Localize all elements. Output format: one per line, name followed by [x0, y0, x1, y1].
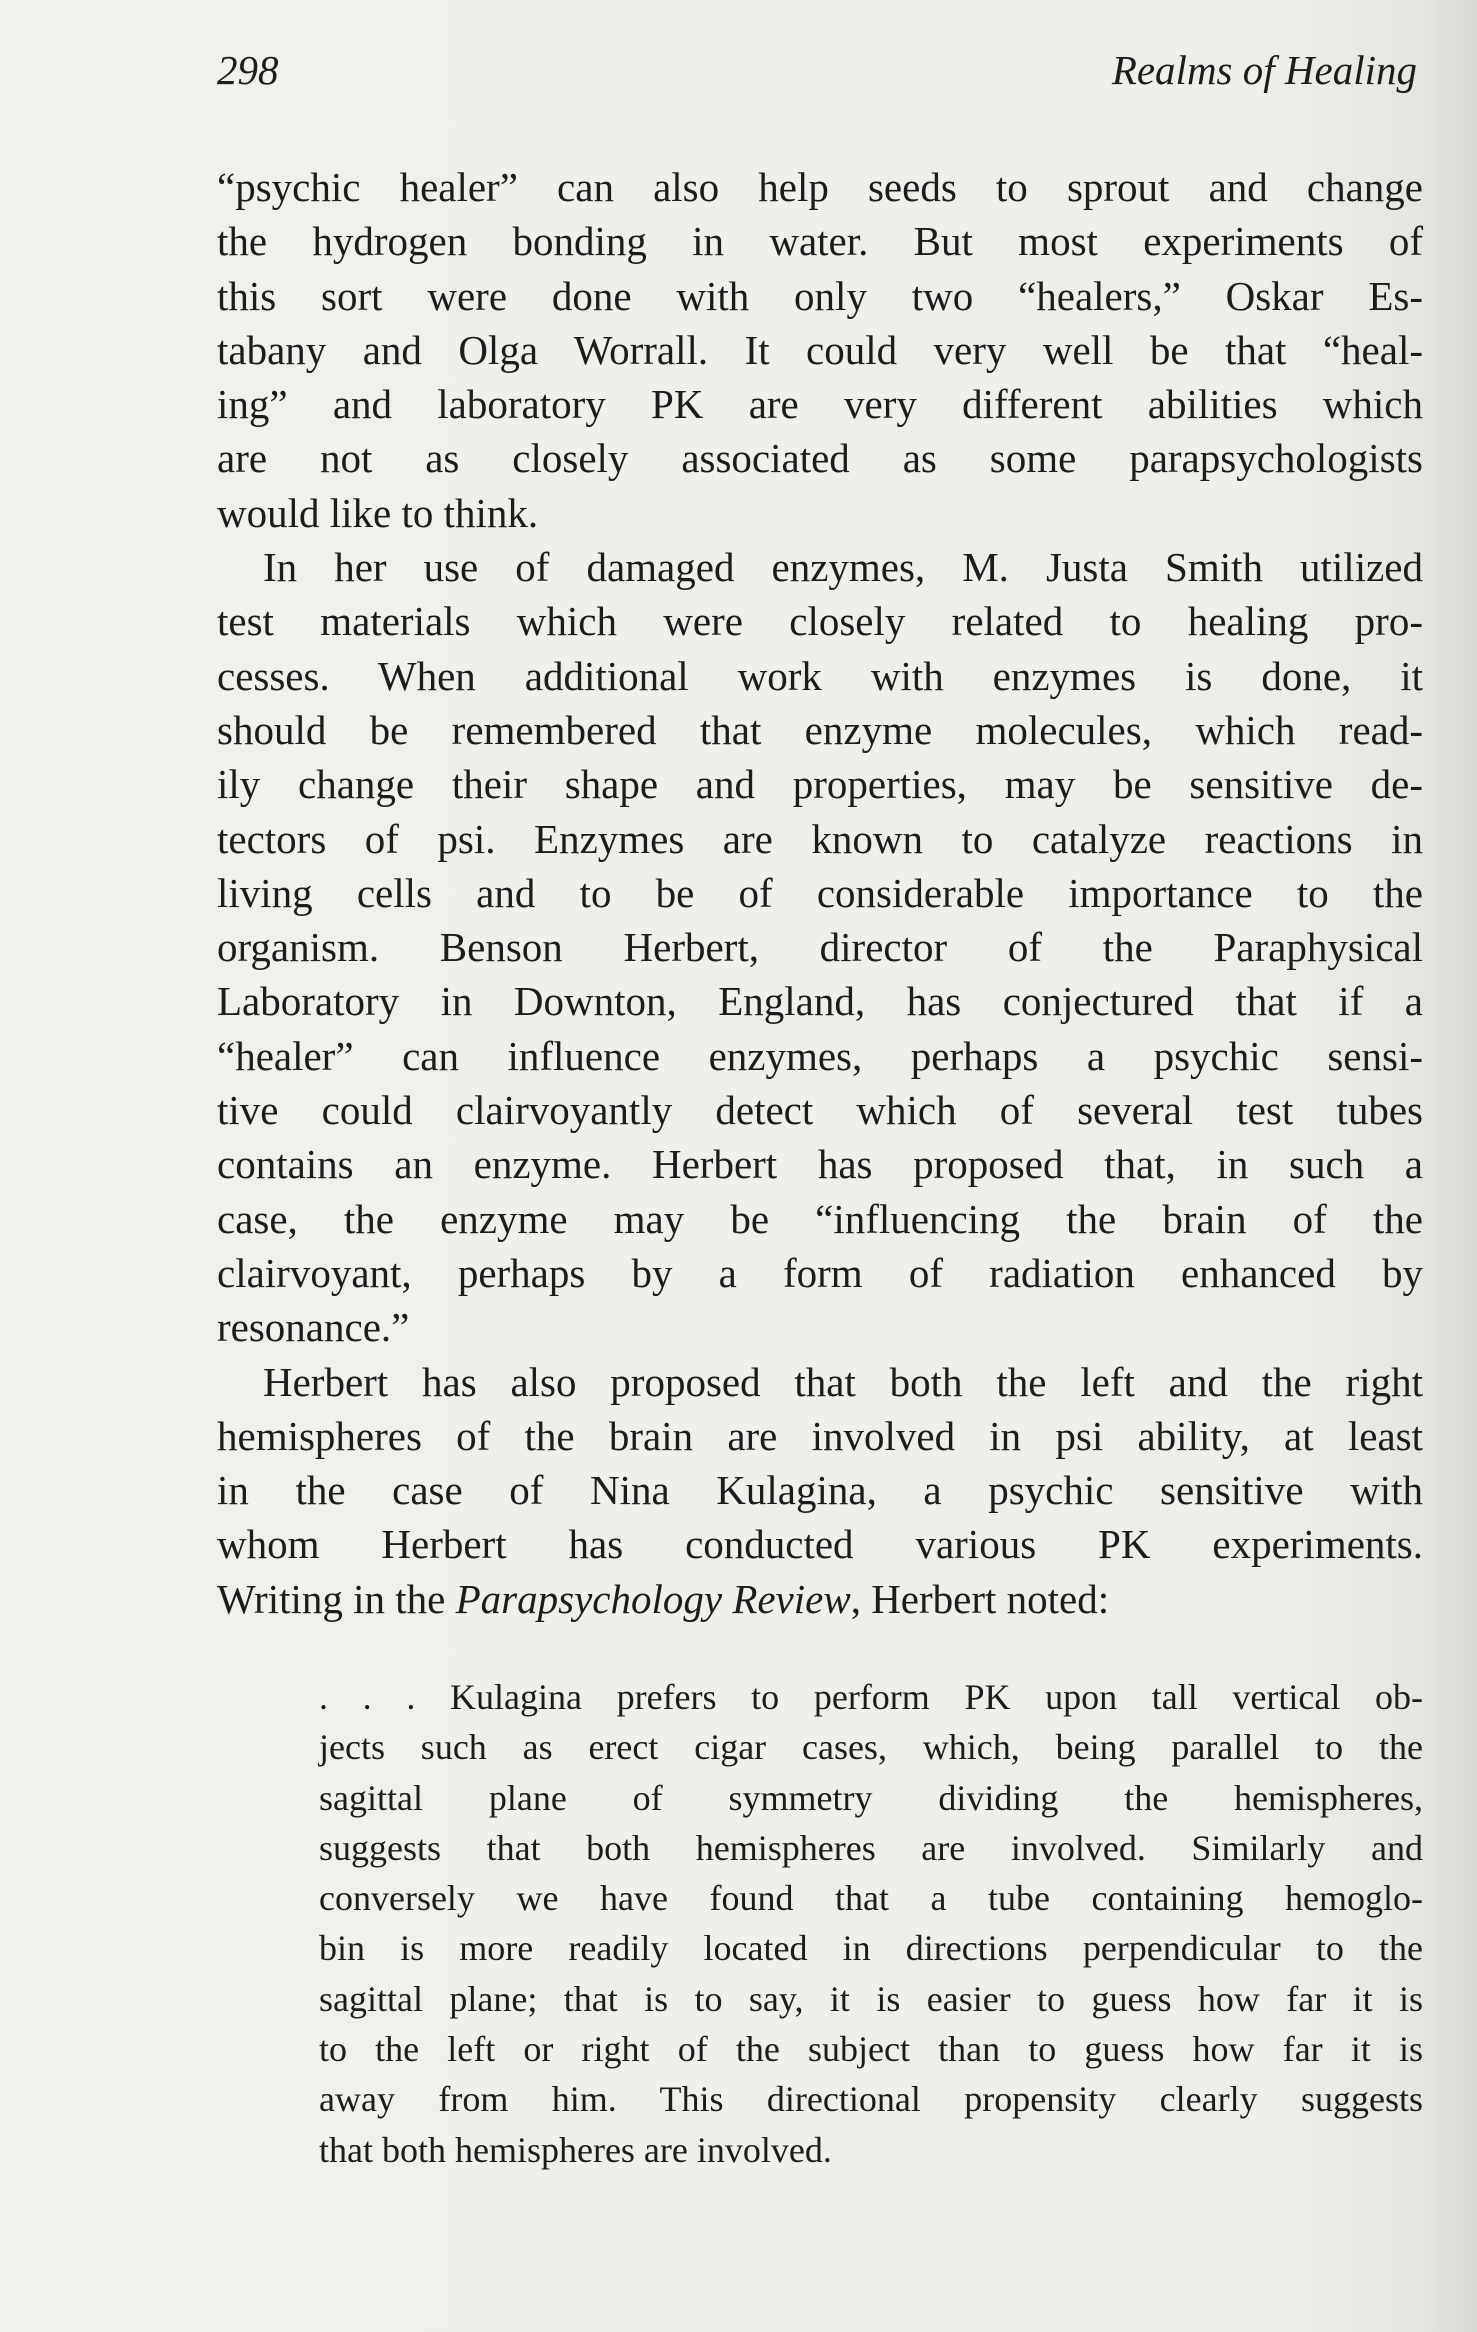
paragraph-3	[217, 1355, 1423, 1626]
text-line: are not as closely associated as some parapsychologists	[217, 435, 1423, 482]
text-line: should be remembered that enzyme molecules, which read-	[217, 706, 1423, 753]
quote-line: suggests that both hemispheres are involved. Similarly and	[319, 1827, 1423, 1868]
paragraph-2	[217, 540, 1423, 1354]
text-line: “psychic healer” can also help seeds to sprout and change	[217, 164, 1423, 210]
running-head: Realms of Healing	[1111, 47, 1417, 93]
text-line: would like to think.	[217, 489, 539, 536]
text-line: whom Herbert has conducted various PK experiments.	[217, 1521, 1423, 1568]
text-line: contains an enzyme. Herbert has proposed that, in such a	[217, 1141, 1423, 1188]
text-line: “healer” can influence enzymes, perhaps a psychic sensi-	[217, 1032, 1423, 1079]
quote-line: jects such as erect cigar cases, which, being parallel to the	[319, 1727, 1423, 1768]
page-number: 298	[217, 47, 279, 93]
text-line: Laboratory in Downton, England, has conjectured that if a	[217, 978, 1423, 1025]
text-line: living cells and to be of considerable importance to the	[217, 869, 1423, 916]
text-line: tectors of psi. Enzymes are known to catalyze reactions in	[217, 815, 1423, 862]
text-line: tabany and Olga Worrall. It could very well be that “heal-	[217, 326, 1423, 373]
text-line: this sort were done with only two “healers,” Oskar Es-	[217, 272, 1423, 319]
text-line: clairvoyant, perhaps by a form of radiation enhanced by	[217, 1249, 1423, 1296]
page-header	[217, 40, 1417, 100]
text-span: Writing in the	[217, 1575, 456, 1622]
text-line: cesses. When additional work with enzymes is done, it	[217, 652, 1423, 699]
quote-line: bin is more readily located in directions perpendicular to the	[319, 1928, 1423, 1969]
text-line: the hydrogen bonding in water. But most experiments of	[217, 218, 1423, 265]
text-line: hemispheres of the brain are involved in psi ability, at least	[217, 1412, 1423, 1459]
text-line: tive could clairvoyantly detect which of several test tubes	[217, 1087, 1423, 1134]
text-line: in the case of Nina Kulagina, a psychic sensitive with	[217, 1467, 1423, 1514]
text-line: organism. Benson Herbert, director of the Paraphysical	[217, 924, 1423, 971]
text-line: Herbert has also proposed that both the left and the right	[263, 1358, 1423, 1405]
quote-line: to the left or right of the subject than to guess how far it is	[319, 2029, 1423, 2070]
quote-line: conversely we have found that a tube containing hemoglo-	[319, 1878, 1423, 1919]
quote-line: sagittal plane of symmetry dividing the hemispheres,	[319, 1777, 1423, 1818]
text-line: test materials which were closely related to healing pro-	[217, 598, 1423, 645]
paragraph-1	[217, 160, 1423, 540]
text-span: , Herbert noted:	[850, 1575, 1110, 1622]
text-line: In her use of damaged enzymes, M. Justa Smith utilized	[263, 544, 1423, 591]
text-line: ily change their shape and properties, may be sensitive de-	[217, 761, 1423, 808]
body-text	[217, 160, 1423, 1626]
quote-line: that both hemispheres are involved.	[319, 2129, 832, 2170]
quote-line: . . . Kulagina prefers to perform PK upon tall vertical ob-	[319, 1677, 1423, 1717]
text-line: resonance.”	[217, 1304, 410, 1351]
text-line	[217, 1572, 1423, 1626]
quote-line: away from him. This directional propensity clearly suggests	[319, 2079, 1423, 2120]
quote-line: sagittal plane; that is to say, it is easier to guess how far it is	[319, 1978, 1423, 2019]
journal-title: Parapsychology Review	[455, 1575, 851, 1622]
block-quote	[319, 1672, 1423, 2175]
text-line: ing” and laboratory PK are very different abilities which	[217, 381, 1423, 428]
text-line: case, the enzyme may be “influencing the brain of the	[217, 1195, 1423, 1242]
